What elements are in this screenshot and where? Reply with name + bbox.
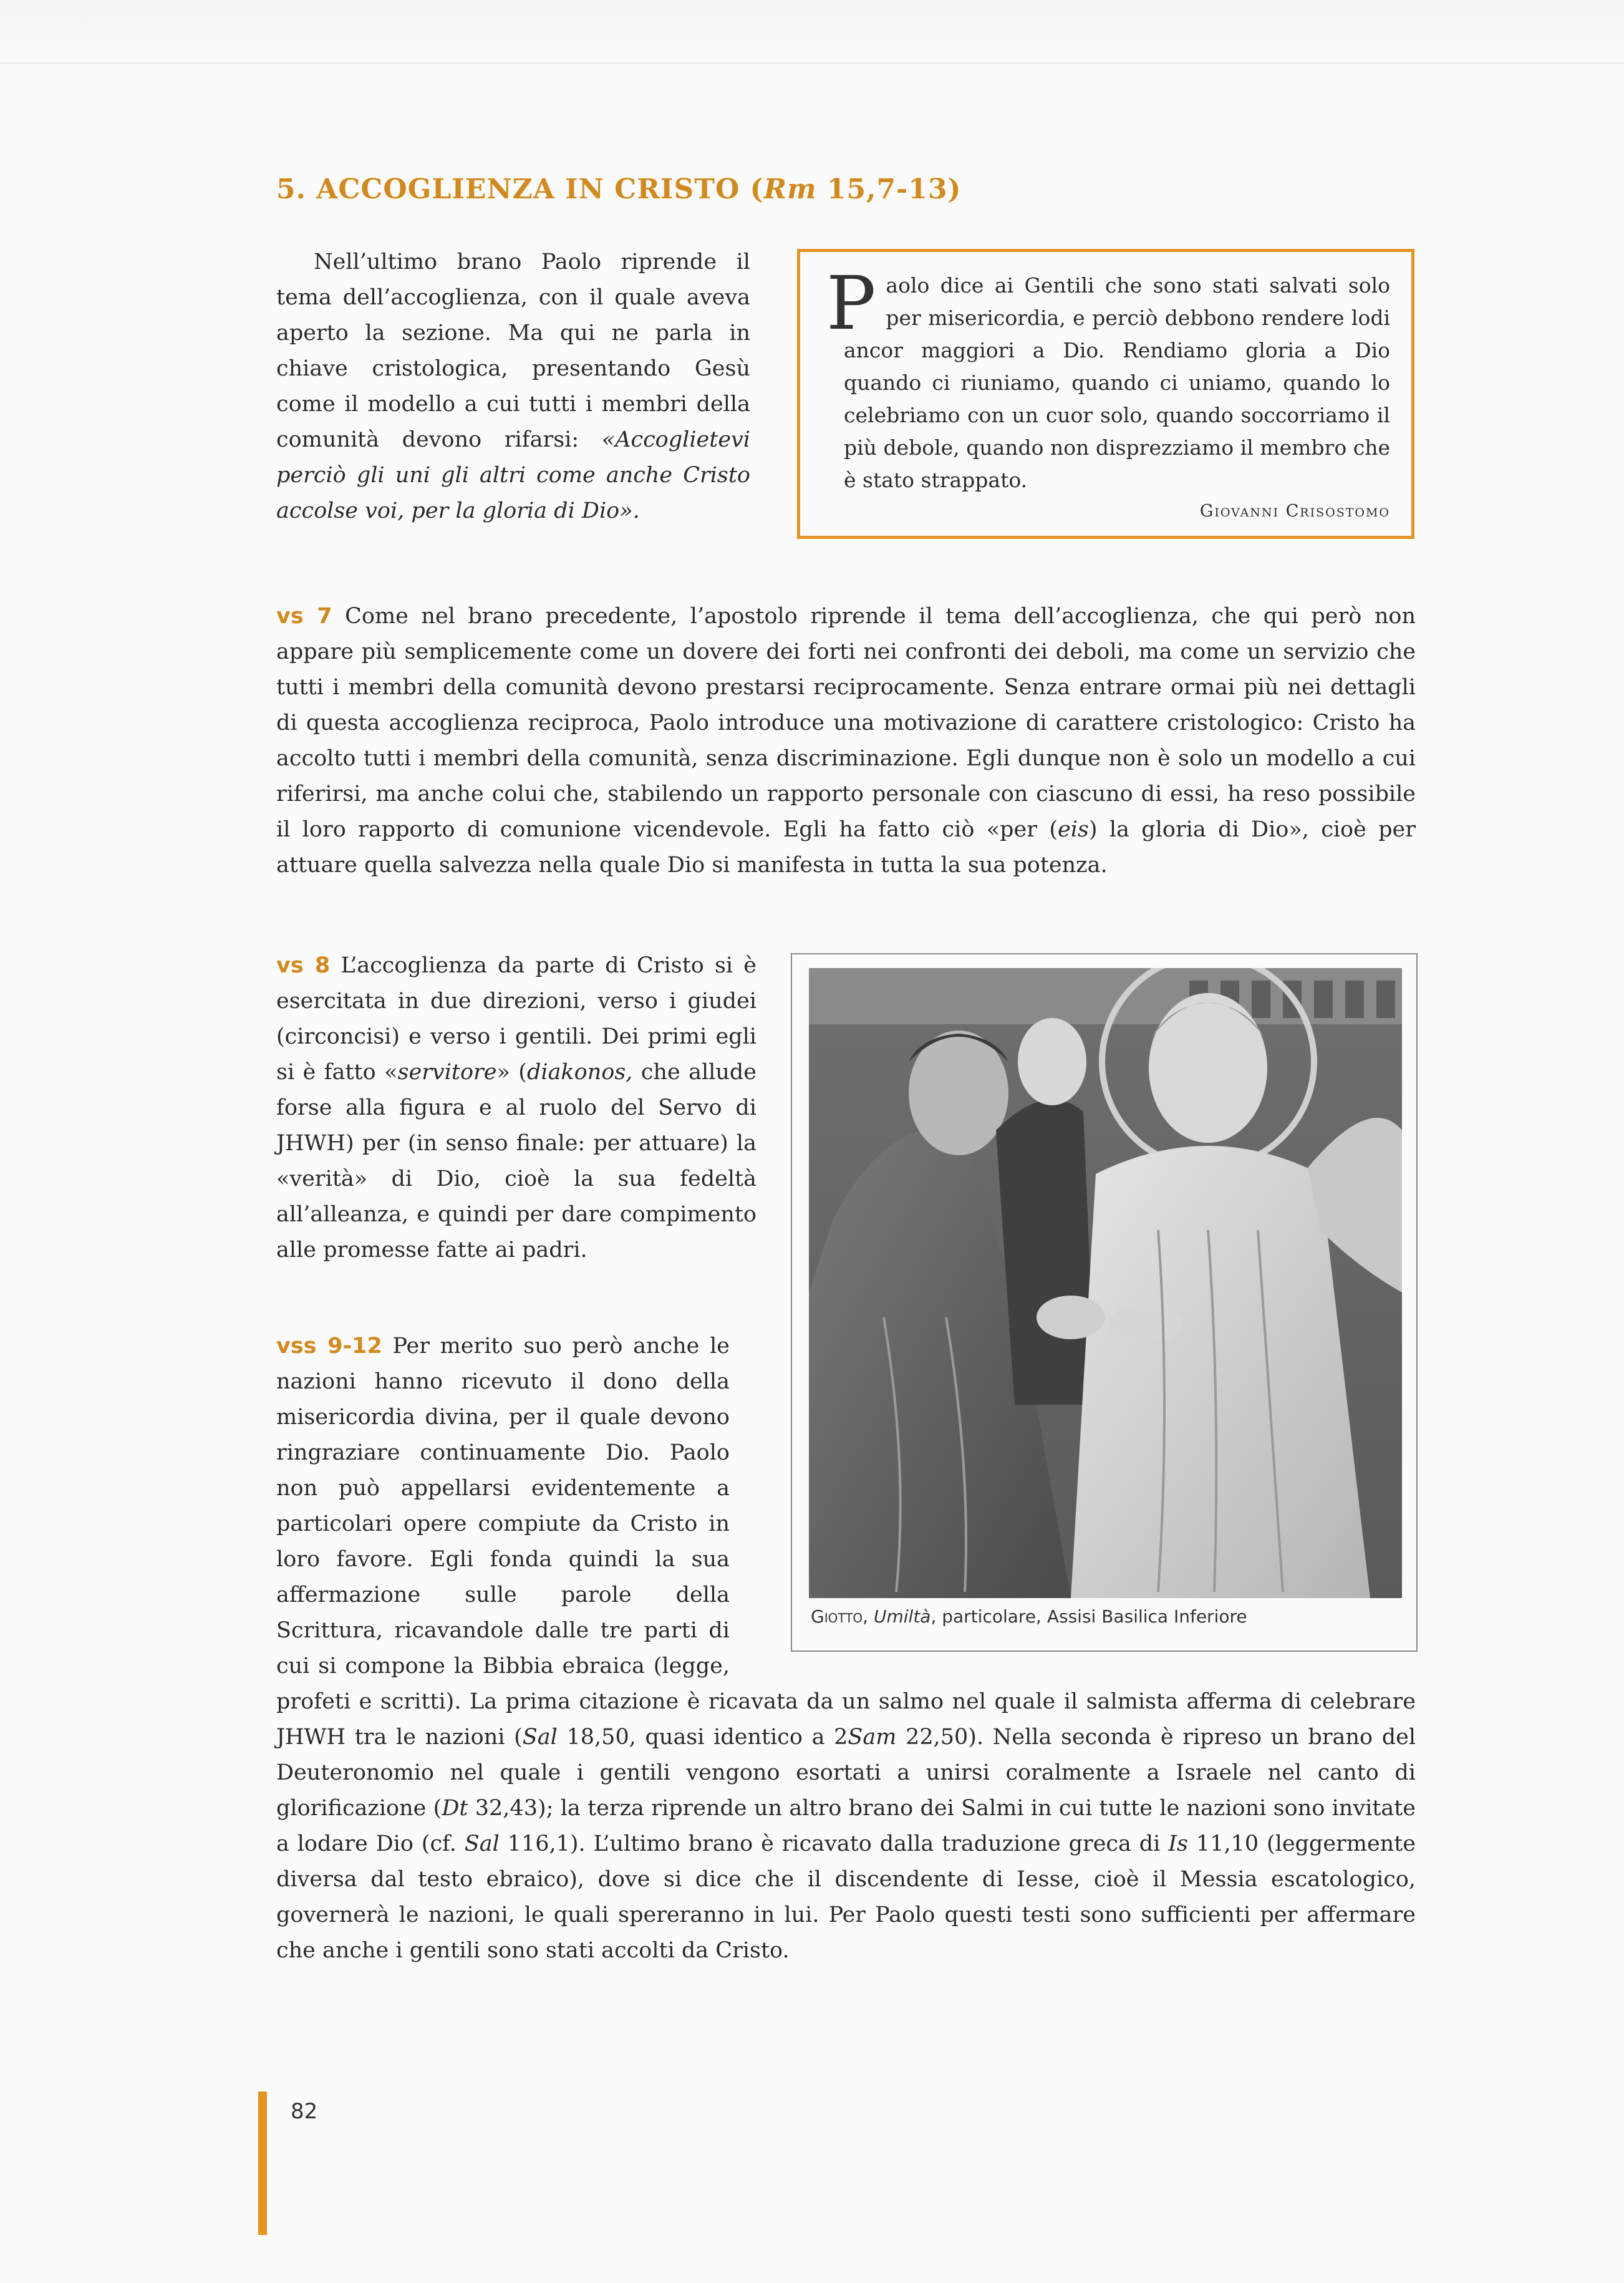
ref-is: Is [1168,1831,1189,1856]
sidebar-quote-text: aolo dice ai Gentili che sono stati salvati solo per misericordia, e perciò debbono rendere lodi ancor maggiori a Dio. Rendiamo gloria a Dio quando ci riuniamo, quando ci uniamo, quando lo celebriamo con un cuor solo, quando soccorriamo il più debole, quando non disprezziamo il membro che è stato strappato. [844,273,1390,492]
angel-hand [1108,1305,1183,1342]
intro-paragraph [276,245,750,529]
vs7-paragraph [276,599,1416,883]
sidebar-quote-box [797,249,1414,539]
heading-prefix: 5. ACCOGLIENZA IN CRISTO ( [276,173,764,205]
page-top-edge [0,0,1624,64]
second-figure-head [1018,1018,1086,1105]
heading-reference: Rm [763,173,817,205]
caption-title: Umiltà [873,1606,931,1627]
vs7-text-end: ) la gloria di Dio», cioè per attuare quella salvezza nella quale Dio si manifesta in tutta la sua potenza. [276,817,1416,878]
vs8-emphasis-servitore: servitore [397,1060,497,1085]
vs9-12-text-b: 18,50, quasi identico a 2 [557,1725,848,1750]
caption-separator: , [863,1606,874,1627]
vs9-12-label: vss 9-12 [276,1334,382,1359]
fresco-figure [791,953,1418,1652]
figure-caption [811,1606,1397,1627]
vs8-label: vs 8 [276,953,331,978]
vs8-text: L’accoglienza da parte di Cristo si è esercitata in due direzioni, verso i giudei (circoncisi) e verso i gentili. Dei primi egli si è fatto « [276,953,756,1085]
intro-quote: «Accoglietevi perciò gli uni gli altri come anche Cristo accolse voi, per la gloria di Dio». [276,427,750,523]
fresco-image [809,968,1402,1598]
ref-sam: Sam [848,1725,897,1750]
vs8-text-c: che allude forse alla figura e al ruolo del Servo di JHWH) per (in senso finale: per attuare) la «verità» di Dio, cioè la sua fedeltà all’alleanza, e quindi per dare compimento alle promesse fatte ai padri. [276,1060,757,1263]
friar-head [909,1030,1008,1155]
footer-accent-bar [258,2092,267,2235]
vs7-text: Come nel brano precedente, l’apostolo riprende il tema dell’accoglienza, che qui però non appare più semplicemente come un dovere dei forti nei confronti dei deboli, ma come un servizio che tutti i membri della comunità devono prestarsi reciprocamente. Senza entrare ormai più nei dettagli di questa accoglienza reciproca, Paolo introduce una motivazione di carattere cristologico: Cristo ha accolto tutti i membri della comunità, senza discriminazione. Egli dunque non è solo un modello a cui riferirsi, ma anche colui che, stabilendo un rapporto personale con ciascuno di essi, ha reso possibile il loro rapporto di comunione vicendevole. Egli ha fatto ciò «per ( [276,604,1416,842]
intro-text: Nell’ultimo brano Paolo riprende il tema dell’accoglienza, con il quale aveva aperto la sezione. Ma qui ne parla in chiave cristologica, presentando Gesù come il modello a cui tutti i membri della comunità devono rifarsi: [276,250,750,452]
page-number: 82 [291,2099,318,2124]
vs9-12-text-d: 32,43); la terza riprende un altro brano dei Salmi in cui tutte le nazioni sono invitate a lodare Dio (cf. [276,1796,1416,1856]
caption-location: , particolare, Assisi Basilica Inferiore [930,1606,1247,1627]
joined-hands [1037,1296,1105,1339]
vs8-emphasis-diakonos: diakonos, [526,1060,633,1085]
fresco-cornice [809,968,1402,1024]
sidebar-quote-author: Giovanni Crisostomo [1199,502,1390,521]
section-heading [276,173,961,205]
ref-sal-2: Sal [464,1831,500,1856]
vs9-12-text-f: 11,10 (leggermente diversa dal testo ebraico), dove si dice che il discendente di Iesse, cioè il Messia escatologico, governerà le nazioni, le quali spereranno in lui. Per Paolo questi testi sono sufficienti per affermare che anche i gentili sono stati accolti da Cristo. [276,1831,1416,1963]
vs7-label: vs 7 [276,604,332,629]
vs8-text-b: » ( [496,1060,527,1085]
ref-sal: Sal [522,1725,558,1750]
caption-author: Giotto [811,1606,863,1627]
vs9-12-text: Per merito suo però anche le nazioni hanno ricevuto il dono della misericordia divina, per il quale devono ringraziare continuamente Dio. Paolo non può appellarsi evidentemente a particolari opere compiute da Cristo in loro favore. Egli fonda quindi la sua affermazione sulle parole della Scrittura, ricavandole dalle tre parti di cui si compone la Bibbia ebraica (legge, profeti e scritti). La prima citazione è ricavata da un salmo nel quale il salmista afferma di celebrare JHWH tra le nazioni ( [276,1334,1416,1750]
drop-cap: P [826,260,876,346]
vs7-emphasis: eis [1058,817,1089,842]
heading-suffix: 15,7-13) [816,173,962,205]
ref-dt: Dt [442,1796,468,1821]
vs8-paragraph [276,948,756,1268]
vs9-12-text-c: 22,50). Nella seconda è ripreso un brano del Deuteronomio nel quale i gentili vengono esortati a unirsi coralmente a Israele nel canto di glorificazione ( [276,1725,1416,1821]
angel-head [1149,993,1267,1143]
vs9-12-text-e: 116,1). L’ultimo brano è ricavato dalla traduzione greca di [499,1831,1169,1856]
